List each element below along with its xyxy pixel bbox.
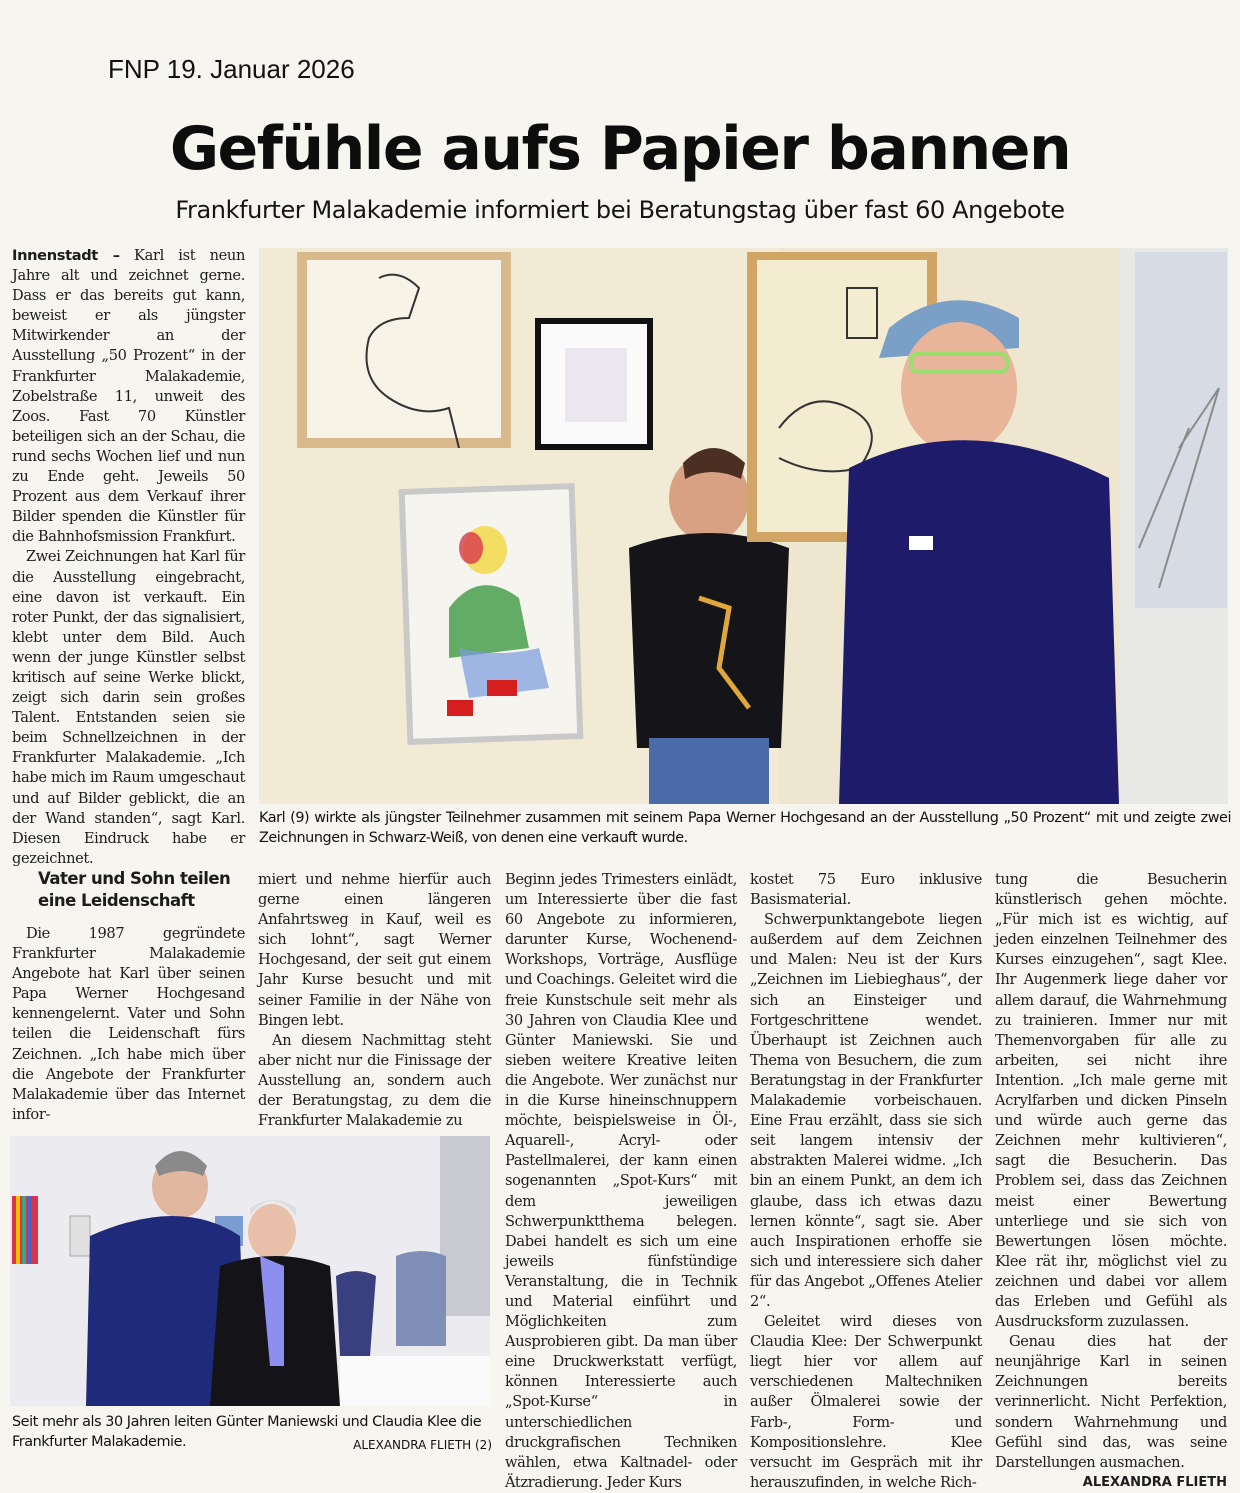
col2-paragraph-2: An diesem Nachmittag steht aber nicht nur die Finissage der Ausstellung an, sondern auch der Beratungstag, zu dem die Frankfurter Malakademie zu [258, 1031, 491, 1130]
author-byline: ALEXANDRA FLIETH [1082, 1474, 1227, 1490]
col4-paragraph-2: Schwerpunktangebote liegen außerdem auf dem Zeichnen und Malen: Neu ist der Kurs „Zeichnen im Liebieghaus“, der sich an Einsteiger und Fortgeschrittene wendet. Überhaupt ist Zeichnen auch Thema von Besuchern, die zum Beratungstag in der Frankfurter Malakademie vorbeischauen. Eine Frau erzählt, dass sie sich seit langem intensiv der abstrakten Malerei widme. „Ich bin an einem Punkt, an dem ich glaube, dass ich etwas dazu lernen könnte“, sagt sie. Aber auch Inspirationen erhoffe sie sich und interessiere sich daher für das Angebot „Offenes Atelier 2“. [750, 911, 982, 1310]
woman-head [248, 1204, 296, 1260]
main-photo [259, 248, 1228, 804]
col5-paragraph-2: Genau dies hat der neunjährige Karl in seinen Zeichnungen bereits verinnerlicht. Nicht Perfektion, sondern Wahrnehmung und Gefühl sind das, was seine Darstellungen ausmachen. ALEXANDRA FLIETH [995, 1332, 1227, 1473]
dateline-place: Innenstadt – [12, 247, 120, 264]
subheadline: Frankfurter Malakademie informiert bei Beratungstag über fast 60 Angebote [175, 196, 1065, 224]
headline: Gefühle aufs Papier bannen [169, 114, 1071, 184]
intro-paragraph-2: Zwei Zeichnungen hat Karl für die Ausstellung eingebracht, eine davon ist verkauft. Ein roter Punkt, der das signalisiert, klebt unter dem Bild. Auch wenn der junge Künstler selbst kritisch auf seine Werke blickt, zeigt sich darin sein großes Talent. Entstanden seien sie beim Schnellzeichnen in der Frankfurter Malakademie. „Ich habe mich im Raum umgeschaut und auf Bilder geblickt, die an der Wand standen“, sagt Karl. Diesen Eindruck habe er gezeichnet. [12, 548, 245, 867]
main-photo-caption: Karl (9) wirkte als jüngster Teilnehmer zusammen mit seinem Papa Werner Hochgesand an der Ausstellung „50 Prozent“ mit und zeigte zwei Zeichnungen in Schwarz-Weiß, von denen eine verkauft wurde. [259, 810, 1231, 846]
main-photo-image [259, 248, 1228, 804]
column-4 [750, 870, 982, 1493]
col2-paragraph-1: miert und nehme hierfür auch gerne einen längeren Anfahrtsweg in Kauf, weil es sich lohnt“, sagt Werner Hochgesand, der seit gut einem Jahr Kurse besucht und mit seiner Familie in der Nähe von Bingen lebt. [258, 871, 491, 1029]
column-5 [995, 870, 1227, 1493]
col3-paragraph-1: Beginn jedes Trimesters einlädt, um Interessierte über die fast 60 Angebote zu informieren, darunter Kurse, Wochenend-Workshops, Vorträge, Ausflüge und Coachings. Geleitet wird die freie Kunstschule seit mehr als 30 Jahren von Claudia Klee und Günter Maniewski. Sie und sieben weitere Kreative leiten die Angebote. Wer zunächst nur in die Kurse hineinschnuppern möchte, beispielsweise in Öl-, Aquarell-, Acryl- oder Pastellmalerei, der kann einen sogenannten „Spot-Kurs“ mit dem jeweiligen Schwerpunktthema belegen. Dabei handelt es sich um eine jeweils fünfstündige Veranstaltung, die in Technik und Material einführt und Möglichkeiten zum Ausprobieren gibt. Da man über eine Druckwerkstatt verfügt, können Interessierte auch „Spot-Kurse“ in unterschiedlichen druckgrafischen Techniken wählen, etwa Kaltnadel- oder Ätzradierung. Jeder Kurs [505, 871, 738, 1491]
intro-column [12, 246, 245, 869]
col5-paragraph-1: tung die Besucherin künstlerisch gehen möchte. „Für mich ist es wichtig, auf jeden einzelnen Teilnehmer des Kurses einzugehen“, sagt Klee. Ihr Augenmerk liege daher vor allem darauf, die Wahrnehmung zu trainieren. Immer nur mit Themenvorgaben für alle zu arbeiten, sei nicht ihre Intention. „Ich male gerne mit Acrylfarben und dicken Pinseln und würde auch gerne das Zeichnen mehr kultivieren“, sagt die Besucherin. Das Problem sei, dass das Zeichnen meist einer Bewertung unterliege und sie sich von Bewertungen lösen möchte. Klee rät ihr, möglichst viel zu zeichnen und dabei vor allem das Erleben und Gefühl als Ausdrucksform zuzulassen. [995, 871, 1227, 1331]
col1-paragraph-1: Die 1987 gegründete Frankfurter Malakademie Angebote hat Karl über seinen Papa Werner Hochgesand kennengelernt. Vater und Sohn teilen die Leidenschaft fürs Zeichnen. „Ich habe mich über die Angebote der Frankfurter Malakademie über das Internet infor- [12, 925, 245, 1123]
man-face [901, 322, 1017, 454]
second-photo-image [10, 1136, 490, 1406]
boy-sweater [629, 533, 789, 748]
col4-paragraph-3: Geleitet wird dieses von Claudia Klee: Der Schwerpunkt liegt hier vor allem auf verschiedenen Maltechniken außer Ölmalerei sowie der Farb-, Form- und Kompositionslehre. Klee versucht im Gespräch mit ihr herauszufinden, in welche Rich- [750, 1313, 982, 1491]
intro-paragraph-1: Innenstadt – Karl ist neun Jahre alt und zeichnet gerne. Dass er das bereits gut kann, beweist er als jüngster Mitwirkender an der Ausstellung „50 Prozent“ in der Frankfurter Malakademie, Zobelstraße 11, unweit des Zoos. Fast 70 Künstler beteiligen sich an der Schau, die rund sechs Wochen lief und nun zu Ende geht. Jeweils 50 Prozent aus dem Verkauf ihrer Bilder spenden die Künstler für die Bahnhofsmission Frankfurt. [12, 247, 246, 546]
col4-paragraph-1: kostet 75 Euro inklusive Basismaterial. [750, 871, 982, 909]
column-2 [258, 870, 491, 1131]
photo-credit: ALEXANDRA FLIETH (2) [353, 1438, 492, 1452]
column-3 [505, 870, 737, 1493]
boy-jeans [649, 738, 769, 804]
second-photo-caption: Seit mehr als 30 Jahren leiten Günter Maniewski und Claudia Klee die Frankfurter Malakademie. ALEXANDRA FLIETH (2) [12, 1412, 492, 1455]
dateline: FNP 19. Januar 2026 [108, 54, 355, 84]
man-sweater [839, 440, 1119, 804]
section-subtitle: Vater und Sohn teilen eine Leidenschaft [38, 869, 231, 910]
second-photo [10, 1136, 490, 1406]
column-1 [12, 868, 245, 1125]
